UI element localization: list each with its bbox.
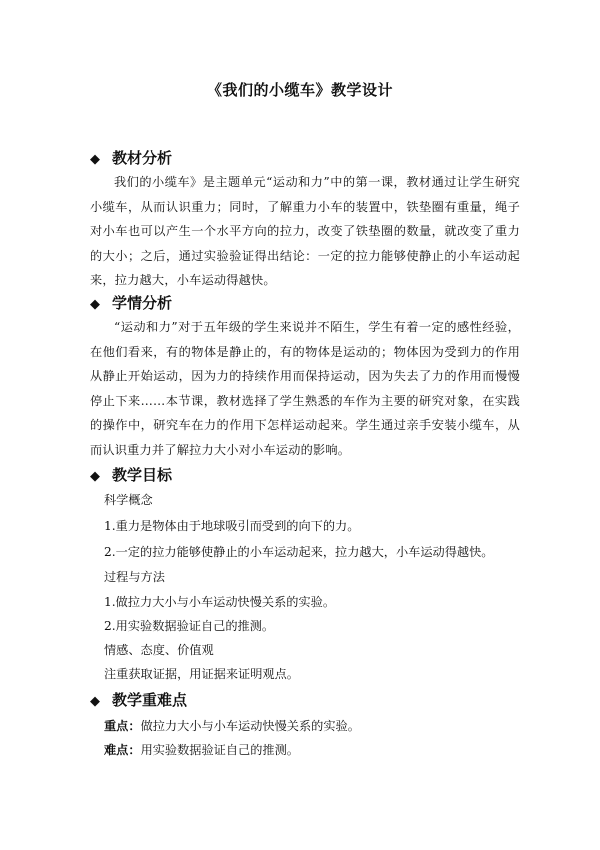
goal-line: 1.重力是物体由于地球吸引而受到的向下的力。: [104, 519, 360, 533]
page-title: 《我们的小缆车》教学设计: [206, 81, 393, 99]
goal-line: 2.一定的拉力能够使静止的小车运动起来，拉力越大，小车运动得越快。: [104, 545, 494, 559]
difficulty-label: 难点：: [104, 743, 141, 757]
goal-line: 1.做拉力大小与小车运动快慢关系的实验。: [104, 595, 336, 609]
keypoint-line: [104, 717, 360, 734]
paragraph-learners: “运动和力”对于五年级的学生来说并不陌生，学生有着一定的感性经验，在他们看来，有的物体是静止的，有的物体是运动的；物体因为受到力的作用从静止开始运动，因为力的持续作用而保持运动，因为失去了力的作用而慢慢停止下来……本节课，教材选择了学生熟悉的车作为主要的研究对象，在实践的操作中，研究车在力的作用下怎样运动起来。学生通过亲手安装小缆车，从而认识重力并了解拉力大小对小车运动的影响。: [90, 320, 520, 457]
diamond-icon: ◆: [90, 694, 100, 709]
diamond-icon: ◆: [90, 152, 100, 167]
section-heading-analysis: [90, 147, 172, 168]
section-heading-learners: [90, 292, 172, 313]
goal-line: 科学概念: [104, 493, 153, 507]
heading-label: 教学重难点: [112, 691, 188, 709]
paragraph-analysis: 我们的小缆车》是主题单元“运动和力”中的第一课，教材通过让学生研究小缆车，从而认识重力；同时，了解重力小车的装置中，铁垫圈有重量，绳子对小车也可以产生一个水平方向的拉力，改变了铁垫圈的数量，就改变了重力的大小；之后，通过实验验证得出结论：一定的拉力能够使静止的小车运动起来，拉力越大，小车运动得越快。: [90, 175, 520, 287]
goal-line: 情感、态度、价值观: [104, 643, 214, 657]
heading-label: 教材分析: [112, 149, 173, 167]
heading-label: 学情分析: [112, 294, 173, 312]
goal-line: 2.用实验数据验证自己的推测。: [104, 619, 275, 633]
goal-line: 注重获取证据，用证据来证明观点。: [104, 667, 299, 681]
goal-line: 过程与方法: [104, 570, 165, 584]
keypoint-label: 重点：: [104, 719, 141, 733]
diamond-icon: ◆: [90, 297, 100, 312]
diamond-icon: ◆: [90, 469, 100, 484]
section-heading-goals: [90, 464, 172, 485]
keypoint-text: 做拉力大小与小车运动快慢关系的实验。: [140, 719, 360, 733]
section-heading-keypoints: [90, 689, 187, 710]
difficulty-text: 用实验数据验证自己的推测。: [140, 743, 299, 757]
difficulty-line: [104, 741, 299, 758]
heading-label: 教学目标: [112, 466, 173, 484]
